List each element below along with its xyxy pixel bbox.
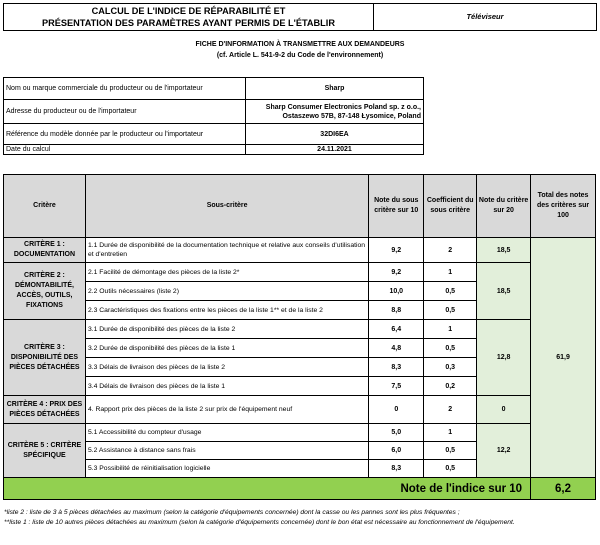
info-label: Nom ou marque commerciale du producteur ou de l'importateur (4, 78, 246, 100)
sous-critere-label: 2.2 Outils nécessaires (liste 2) (85, 282, 368, 301)
sous-critere-label: 3.3 Délais de livraison des pièces de la liste 2 (85, 358, 368, 377)
info-label: Date du calcul (4, 145, 246, 155)
sous-critere-label: 4. Rapport prix des pièces de la liste 2 sur prix de l'équipement neuf (85, 396, 368, 424)
note-sur-10: 10,0 (369, 282, 424, 301)
coefficient: 1 (424, 320, 477, 339)
critere-name: CRITÈRE 5 : CRITÈRE SPÉCIFIQUE (4, 424, 86, 478)
total-sur-100: 61,9 (531, 238, 596, 478)
info-value: 24.11.2021 (246, 145, 424, 155)
coefficient: 0,5 (424, 460, 477, 478)
note-sur-10: 5,0 (369, 424, 424, 442)
header-box (3, 3, 597, 31)
note-sur-20: 0 (477, 396, 531, 424)
sous-critere-label: 5.1 Accessibilité du compteur d'usage (85, 424, 368, 442)
critere-name: CRITÈRE 1 : DOCUMENTATION (4, 238, 86, 263)
coefficient: 0,5 (424, 301, 477, 320)
note-sur-10: 6,4 (369, 320, 424, 339)
table-row (4, 396, 596, 424)
sous-critere-label: 5.2 Assistance à distance sans frais (85, 442, 368, 460)
table-header-row (4, 175, 596, 238)
coefficient: 2 (424, 238, 477, 263)
repairability-table (3, 174, 596, 500)
title-line-2: PRÉSENTATION DES PARAMÈTRES AYANT PERMIS DE L'ÉTABLIR (42, 18, 335, 28)
sous-critere-label: 3.2 Durée de disponibilité des pièces de la liste 1 (85, 339, 368, 358)
note-sur-10: 8,3 (369, 460, 424, 478)
critere-name: CRITÈRE 3 : DISPONIBILITÉ DES PIÈCES DÉTACHÉES (4, 320, 86, 396)
info-value: 32DI6EA (246, 124, 424, 145)
final-score-row (4, 478, 596, 500)
sous-critere-label: 2.3 Caractéristiques des fixations entre les pièces de la liste 1** et de la liste 2 (85, 301, 368, 320)
note-sur-10: 4,8 (369, 339, 424, 358)
info-row (4, 124, 596, 145)
note-sur-10: 6,0 (369, 442, 424, 460)
footnote-liste-2: *liste 2 : liste de 3 à 5 pièces détachées au maximum (selon la catégorie d'équipements concernée) dont la casse ou les pannes sont les plus fréquentes ; (4, 509, 460, 516)
info-value: Sharp (246, 78, 424, 100)
table-row (4, 263, 596, 282)
info-row (4, 78, 596, 100)
footnote-liste-1: **liste 1 : liste de 10 autres pièces détachées au maximum (selon la catégorie d'équipements concernée) dont le bon état est nécessaire au fonctionnement de l'équipement. (4, 519, 515, 526)
table-row (4, 320, 596, 339)
coefficient: 0,3 (424, 358, 477, 377)
header-critere: Critère (4, 175, 86, 238)
critere-name: CRITÈRE 4 : PRIX DES PIÈCES DÉTACHÉES (4, 396, 86, 424)
coefficient: 0,2 (424, 377, 477, 396)
info-label: Référence du modèle donnée par le producteur ou l'importateur (4, 124, 246, 145)
coefficient: 2 (424, 396, 477, 424)
info-label: Adresse du producteur ou de l'importateur (4, 100, 246, 124)
note-sur-20: 12,8 (477, 320, 531, 396)
sous-critere-label: 3.1 Durée de disponibilité des pièces de la liste 2 (85, 320, 368, 339)
critere-name: CRITÈRE 2 : DÉMONTABILITÉ, ACCÈS, OUTILS, FIXATIONS (4, 263, 86, 320)
info-row (4, 100, 596, 124)
header-note10: Note du sous critère sur 10 (369, 175, 424, 238)
note-sur-10: 7,5 (369, 377, 424, 396)
note-sur-10: 8,8 (369, 301, 424, 320)
product-category: Téléviseur (466, 12, 504, 21)
title-line-1: CALCUL DE L'INDICE DE RÉPARABILITÉ ET (91, 6, 286, 16)
header-coef: Coefficient du sous critère (424, 175, 477, 238)
note-sur-10: 9,2 (369, 263, 424, 282)
subtitle-line-2: (cf. Article L. 541-9-2 du Code de l'environnement) (216, 52, 384, 59)
note-sur-10: 0 (369, 396, 424, 424)
final-score-label: Note de l'indice sur 10 (4, 478, 531, 500)
note-sur-10: 8,3 (369, 358, 424, 377)
note-sur-20: 18,5 (477, 238, 531, 263)
sous-critere-label: 1.1 Durée de disponibilité de la documentation technique et relative aux conseils d'utilisation et d'entretien (85, 238, 368, 263)
sous-critere-label: 5.3 Possibilité de réinitialisation logicielle (85, 460, 368, 478)
table-row (4, 238, 596, 263)
document-title (4, 4, 374, 30)
coefficient: 0,5 (424, 339, 477, 358)
final-score-value: 6,2 (531, 478, 596, 500)
header-note20: Note du critère sur 20 (477, 175, 531, 238)
info-row (4, 145, 596, 155)
info-value: Sharp Consumer Electronics Poland sp. z o.o., Ostaszewo 57B, 87-148 Łysomice, Poland (246, 100, 424, 124)
table-row (4, 424, 596, 442)
header-total: Total des notes des critères sur 100 (531, 175, 596, 238)
footnotes (4, 508, 596, 528)
product-info-table (3, 77, 596, 155)
coefficient: 1 (424, 424, 477, 442)
note-sur-20: 18,5 (477, 263, 531, 320)
coefficient: 1 (424, 263, 477, 282)
note-sur-10: 9,2 (369, 238, 424, 263)
subtitle-line-1: FICHE D'INFORMATION À TRANSMETTRE AUX DEMANDEURS (195, 41, 405, 48)
note-sur-20: 12,2 (477, 424, 531, 478)
coefficient: 0,5 (424, 282, 477, 301)
coefficient: 0,5 (424, 442, 477, 460)
header-sous-critere: Sous-critère (85, 175, 368, 238)
sous-critere-label: 2.1 Facilité de démontage des pièces de la liste 2* (85, 263, 368, 282)
sous-critere-label: 3.4 Délais de livraison des pièces de la liste 1 (85, 377, 368, 396)
